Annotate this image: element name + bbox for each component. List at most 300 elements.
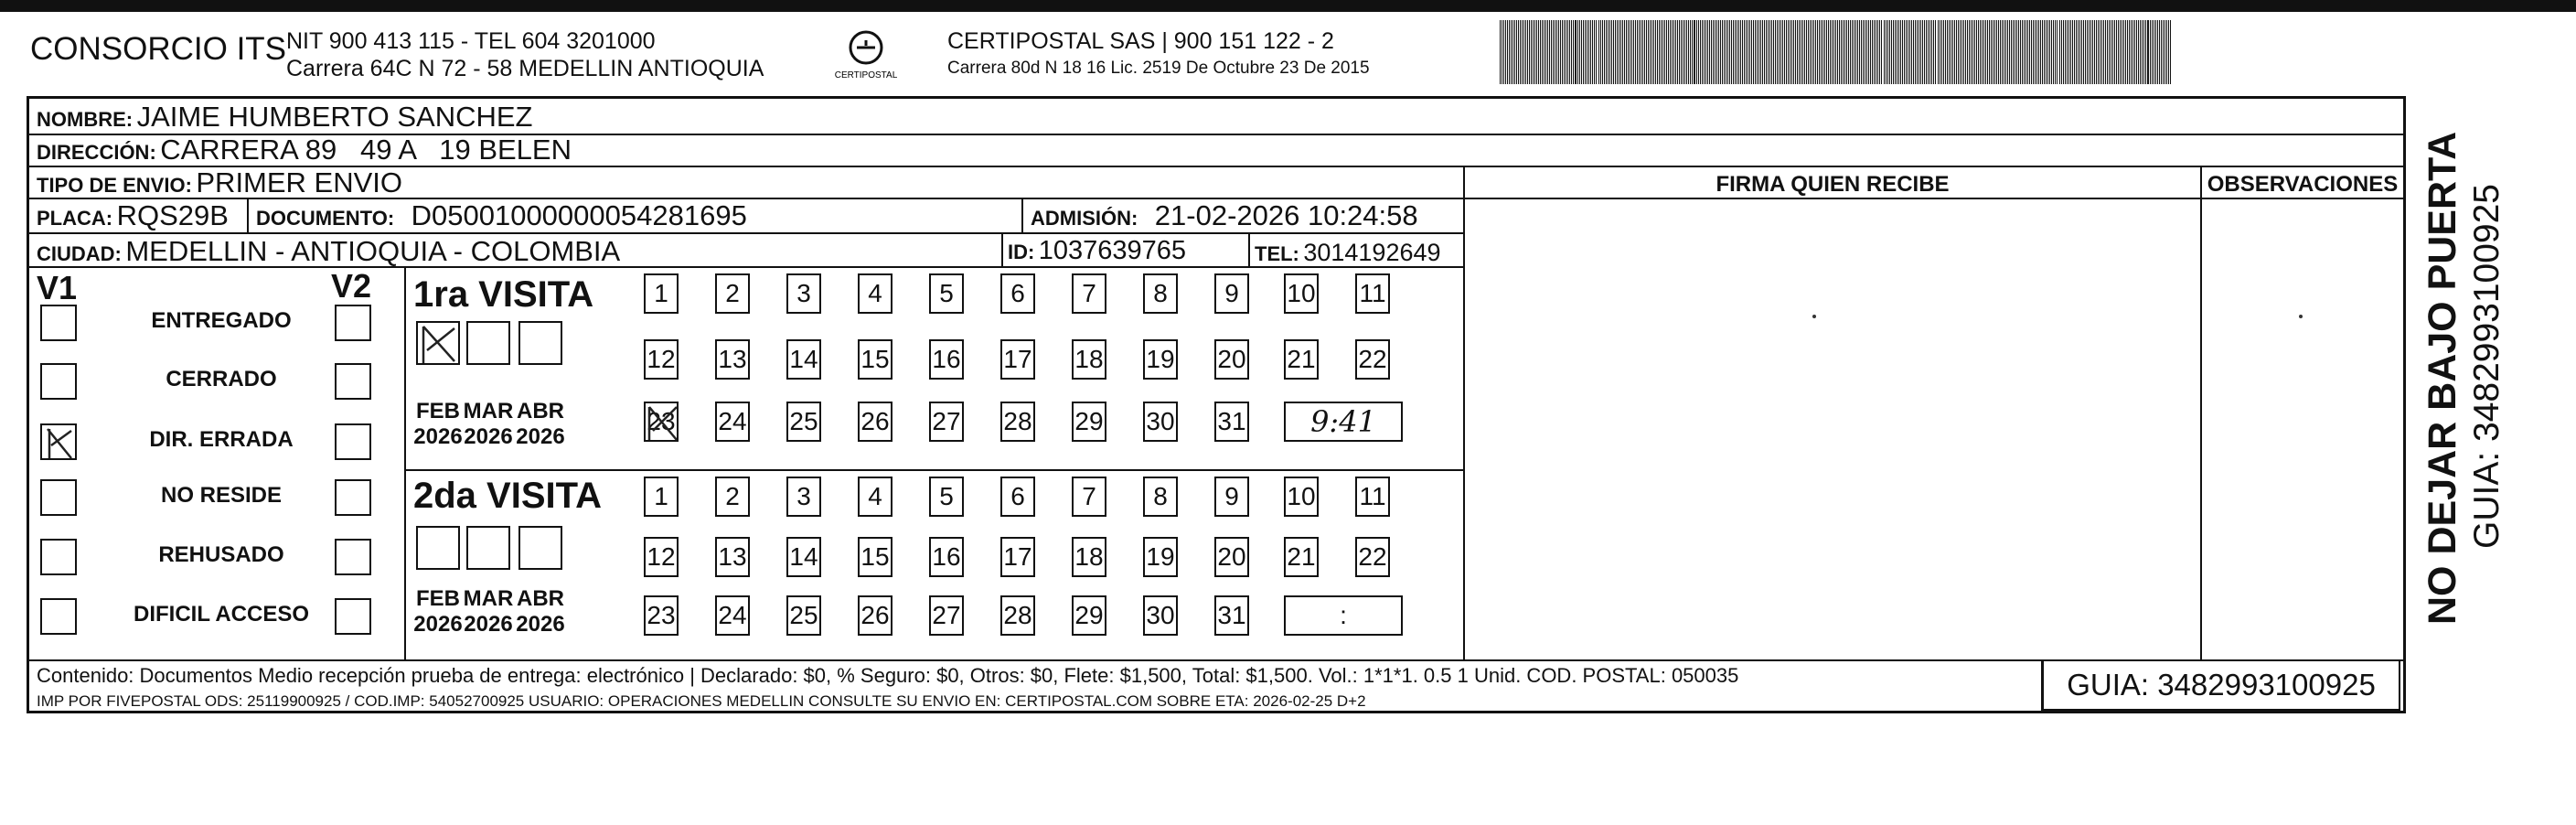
day-checkbox[interactable]: 15 bbox=[858, 339, 893, 380]
row-nombre bbox=[37, 101, 532, 134]
day-checkbox[interactable]: 13 bbox=[715, 537, 750, 577]
barcode-bar bbox=[1965, 20, 1966, 84]
barcode-bar bbox=[1694, 20, 1695, 84]
barcode-bar bbox=[1846, 20, 1847, 84]
barcode-bar bbox=[1949, 20, 1950, 84]
day-checkbox[interactable]: 10 bbox=[1284, 273, 1319, 314]
day-checkbox[interactable]: 8 bbox=[1143, 477, 1178, 517]
day-checkbox[interactable]: 17 bbox=[1000, 537, 1035, 577]
day-checkbox[interactable]: 28 bbox=[1000, 595, 1035, 636]
barcode-bar bbox=[1935, 20, 1936, 84]
barcode-bar bbox=[1817, 20, 1818, 84]
barcode-bar bbox=[1793, 20, 1794, 84]
barcode-bar bbox=[1956, 20, 1957, 84]
barcode-bar bbox=[1938, 20, 1939, 84]
barcode-bar bbox=[1954, 20, 1955, 84]
barcode-bar bbox=[2090, 20, 2091, 84]
placa-value: RQS29B bbox=[116, 199, 229, 231]
barcode-bar bbox=[1505, 20, 1506, 84]
day-checkbox[interactable]: 25 bbox=[786, 402, 821, 442]
status-v1-checkbox[interactable] bbox=[40, 539, 77, 575]
barcode-bar bbox=[2096, 20, 2097, 84]
barcode-bar bbox=[1722, 20, 1723, 84]
day-checkbox[interactable]: 3 bbox=[786, 477, 821, 517]
barcode-bar bbox=[1874, 20, 1875, 84]
status-v1-checkbox[interactable] bbox=[40, 305, 77, 341]
barcode-bar bbox=[2068, 20, 2069, 84]
barcode-bar bbox=[1544, 20, 1545, 84]
day-checkbox[interactable]: 26 bbox=[858, 595, 893, 636]
month-year: 2026 bbox=[516, 612, 565, 637]
barcode-bar bbox=[1509, 20, 1510, 84]
barcode-bar bbox=[1887, 20, 1888, 84]
carrier-info bbox=[947, 27, 1370, 82]
barcode-bar bbox=[1536, 20, 1537, 84]
barcode-bar bbox=[1963, 20, 1964, 84]
barcode-bar bbox=[1967, 20, 1968, 84]
month-year: 2026 bbox=[413, 612, 463, 637]
barcode-bar bbox=[1929, 20, 1930, 84]
barcode-bar bbox=[2047, 20, 2048, 84]
time-field[interactable]: : bbox=[1284, 595, 1403, 636]
day-checkbox[interactable]: 29 bbox=[1072, 402, 1106, 442]
barcode-bar bbox=[1848, 20, 1849, 84]
day-checkbox[interactable]: 4 bbox=[858, 477, 893, 517]
barcode-bar bbox=[1522, 20, 1523, 84]
day-checkbox[interactable]: 24 bbox=[715, 595, 750, 636]
admision-label: ADMISIÓN: bbox=[1031, 207, 1138, 230]
day-checkbox[interactable]: 9 bbox=[1214, 477, 1249, 517]
barcode-bar bbox=[2000, 20, 2001, 84]
day-checkbox[interactable]: 22 bbox=[1355, 339, 1390, 380]
barcode-bar bbox=[1791, 20, 1792, 84]
status-v1-checkbox[interactable] bbox=[40, 598, 77, 635]
barcode-bar bbox=[2166, 20, 2167, 84]
barcode-bar bbox=[1841, 20, 1842, 84]
barcode-bar bbox=[2029, 20, 2030, 84]
barcode-bar bbox=[2109, 20, 2110, 84]
barcode-bar bbox=[1777, 20, 1778, 84]
barcode-bar bbox=[2046, 20, 2047, 84]
barcode-bar bbox=[1588, 20, 1589, 84]
barcode-bar bbox=[1556, 20, 1557, 84]
barcode-bar bbox=[1924, 20, 1925, 84]
barcode-bar bbox=[2101, 20, 2102, 84]
second-visit-title: 2da VISITA bbox=[413, 476, 602, 516]
guia-box: GUIA: 3482993100925 bbox=[2042, 659, 2400, 711]
signature-area[interactable] bbox=[1812, 315, 1816, 318]
barcode-bar bbox=[1961, 20, 1962, 84]
row-documento bbox=[256, 199, 747, 232]
barcode-bar bbox=[1724, 20, 1725, 84]
barcode-bar bbox=[1709, 20, 1710, 84]
barcode-bar bbox=[1650, 20, 1651, 84]
barcode-bar bbox=[1538, 20, 1539, 84]
barcode-bar bbox=[1567, 20, 1568, 84]
company-name: CONSORCIO ITS bbox=[30, 31, 287, 67]
day-checkbox[interactable]: 31 bbox=[1214, 402, 1249, 442]
barcode-bar bbox=[1980, 20, 1981, 84]
day-checkbox[interactable]: 19 bbox=[1143, 339, 1178, 380]
barcode-bar bbox=[1698, 20, 1699, 84]
month-label bbox=[508, 586, 572, 638]
barcode-bar bbox=[2150, 20, 2151, 84]
barcode-bar bbox=[2142, 20, 2143, 84]
barcode-bar bbox=[1784, 20, 1785, 84]
barcode-bar bbox=[1815, 20, 1816, 84]
barcode-bar bbox=[1898, 20, 1899, 84]
day-checkbox[interactable]: 12 bbox=[644, 537, 679, 577]
barcode-bar bbox=[2035, 20, 2036, 84]
day-checkbox[interactable]: 29 bbox=[1072, 595, 1106, 636]
barcode-bar bbox=[1651, 20, 1652, 84]
barcode-bar bbox=[2125, 20, 2126, 84]
barcode-bar bbox=[2085, 20, 2086, 84]
barcode-bar bbox=[1771, 20, 1772, 84]
barcode-bar bbox=[1704, 20, 1705, 84]
barcode-bar bbox=[2018, 20, 2019, 84]
barcode-bar bbox=[1989, 20, 1990, 84]
barcode-bar bbox=[1500, 20, 1501, 84]
barcode-bar bbox=[1545, 20, 1546, 84]
barcode-bar bbox=[2118, 20, 2119, 84]
barcode-bar bbox=[1766, 20, 1767, 84]
barcode-bar bbox=[1828, 20, 1829, 84]
barcode-bar bbox=[1622, 20, 1623, 84]
barcode-bar bbox=[1738, 20, 1739, 84]
status-v1-checkbox[interactable] bbox=[40, 423, 77, 460]
barcode-bar bbox=[2016, 20, 2017, 84]
barcode-bar bbox=[1662, 20, 1663, 84]
firma-header: FIRMA QUIEN RECIBE bbox=[1716, 172, 1950, 197]
day-checkbox[interactable]: 27 bbox=[929, 595, 964, 636]
day-checkbox[interactable]: 2 bbox=[715, 477, 750, 517]
barcode-bar bbox=[1727, 20, 1728, 84]
barcode-bar bbox=[1542, 20, 1543, 84]
day-checkbox[interactable]: 13 bbox=[715, 339, 750, 380]
barcode-bar bbox=[1569, 20, 1570, 84]
barcode-bar bbox=[1608, 20, 1609, 84]
barcode-bar bbox=[2031, 20, 2032, 84]
barcode-bar bbox=[1590, 20, 1591, 84]
month-checkbox[interactable] bbox=[518, 321, 562, 365]
day-checkbox[interactable]: 31 bbox=[1214, 595, 1249, 636]
barcode-bar bbox=[1976, 20, 1977, 84]
barcode-bar bbox=[2009, 20, 2010, 84]
barcode-bar bbox=[1516, 20, 1517, 84]
day-checkbox[interactable]: 9 bbox=[1214, 273, 1249, 314]
day-checkbox[interactable]: 6 bbox=[1000, 477, 1035, 517]
row-tel bbox=[1255, 239, 1441, 267]
barcode-bar bbox=[2105, 20, 2106, 84]
barcode-bar bbox=[1985, 20, 1986, 84]
barcode-bar bbox=[1866, 20, 1867, 84]
barcode-bar bbox=[2049, 20, 2050, 84]
barcode-bar bbox=[1592, 20, 1593, 84]
day-checkbox[interactable]: 28 bbox=[1000, 402, 1035, 442]
barcode-bar bbox=[1872, 20, 1873, 84]
month-name: MAR bbox=[463, 586, 514, 611]
barcode-bar bbox=[1769, 20, 1770, 84]
barcode-bar bbox=[1642, 20, 1643, 84]
row-ciudad bbox=[37, 235, 620, 268]
status-v2-checkbox[interactable] bbox=[335, 539, 371, 575]
status-v2-checkbox[interactable] bbox=[335, 598, 371, 635]
barcode-bar bbox=[2123, 20, 2124, 84]
barcode-bar bbox=[1861, 20, 1862, 84]
month-checkbox[interactable] bbox=[416, 321, 460, 365]
barcode-bar bbox=[2063, 20, 2064, 84]
barcode-bar bbox=[1755, 20, 1756, 84]
barcode-bar bbox=[2072, 20, 2073, 84]
barcode-bar bbox=[1600, 20, 1601, 84]
day-checkbox[interactable]: 30 bbox=[1143, 402, 1178, 442]
barcode-bar bbox=[2152, 20, 2153, 84]
barcode-bar bbox=[1758, 20, 1759, 84]
barcode-bar bbox=[1520, 20, 1521, 84]
barcode-bar bbox=[1909, 20, 1910, 84]
month-year: 2026 bbox=[413, 424, 463, 449]
month-name: MAR bbox=[463, 399, 514, 423]
barcode-bar bbox=[1915, 20, 1916, 84]
barcode-bar bbox=[1802, 20, 1803, 84]
barcode-bar bbox=[1978, 20, 1979, 84]
id-value: 1037639765 bbox=[1038, 236, 1187, 265]
barcode-bar bbox=[1863, 20, 1864, 84]
checkmark-icon bbox=[42, 425, 79, 462]
day-checkbox[interactable]: 3 bbox=[786, 273, 821, 314]
barcode-bar bbox=[1746, 20, 1747, 84]
barcode-bar bbox=[1926, 20, 1927, 84]
barcode-bar bbox=[2170, 20, 2171, 84]
barcode-bar bbox=[1943, 20, 1944, 84]
day-checkbox[interactable]: 15 bbox=[858, 537, 893, 577]
day-checkbox[interactable]: 1 bbox=[644, 273, 679, 314]
day-checkbox[interactable]: 30 bbox=[1143, 595, 1178, 636]
barcode-bar bbox=[1540, 20, 1541, 84]
barcode-bar bbox=[1631, 20, 1632, 84]
row-direccion bbox=[37, 134, 572, 166]
barcode-bar bbox=[1581, 20, 1582, 84]
day-checkbox[interactable]: 7 bbox=[1072, 273, 1106, 314]
barcode-bar bbox=[1813, 20, 1814, 84]
barcode-bar bbox=[1895, 20, 1896, 84]
day-checkbox[interactable]: 22 bbox=[1355, 537, 1390, 577]
barcode-bar bbox=[1646, 20, 1647, 84]
barcode-bar bbox=[1854, 20, 1855, 84]
barcode-bar bbox=[1713, 20, 1714, 84]
barcode-bar bbox=[1804, 20, 1805, 84]
barcode-bar bbox=[1762, 20, 1763, 84]
barcode-bar bbox=[1729, 20, 1730, 84]
barcode-bar bbox=[2089, 20, 2090, 84]
barcode-bar bbox=[1835, 20, 1836, 84]
barcode-bar bbox=[2164, 20, 2165, 84]
barcode-bar bbox=[2092, 20, 2093, 84]
barcode-bar bbox=[1821, 20, 1822, 84]
v1-label: V1 bbox=[37, 269, 78, 306]
status-v1-checkbox[interactable] bbox=[40, 479, 77, 516]
day-checkbox[interactable]: 16 bbox=[929, 537, 964, 577]
day-checkbox[interactable]: 4 bbox=[858, 273, 893, 314]
day-checkbox[interactable]: 20 bbox=[1214, 339, 1249, 380]
barcode-bar bbox=[1686, 20, 1687, 84]
direccion-label: DIRECCIÓN: bbox=[37, 141, 156, 164]
barcode-bar bbox=[1922, 20, 1923, 84]
month-checkbox[interactable] bbox=[518, 526, 562, 570]
barcode-bar bbox=[1958, 20, 1959, 84]
day-checkbox[interactable]: 14 bbox=[786, 537, 821, 577]
day-checkbox[interactable]: 11 bbox=[1355, 477, 1390, 517]
ciudad-value: MEDELLIN - ANTIOQUIA - COLOMBIA bbox=[125, 235, 621, 267]
barcode-bar bbox=[1931, 20, 1932, 84]
day-checkbox[interactable]: 12 bbox=[644, 339, 679, 380]
month-name: FEB bbox=[416, 586, 460, 611]
barcode-bar bbox=[1731, 20, 1732, 84]
day-checkbox[interactable]: 23 bbox=[644, 595, 679, 636]
tipo-value: PRIMER ENVIO bbox=[196, 166, 403, 198]
barcode-bar bbox=[1983, 20, 1984, 84]
day-checkbox[interactable]: 8 bbox=[1143, 273, 1178, 314]
month-checkbox[interactable] bbox=[466, 526, 510, 570]
barcode-bar bbox=[1571, 20, 1572, 84]
barcode-bar bbox=[1700, 20, 1701, 84]
status-label: DIFICIL ACCESO bbox=[133, 602, 309, 627]
observaciones-header: OBSERVACIONES bbox=[2207, 172, 2399, 197]
barcode-bar bbox=[1675, 20, 1676, 84]
day-checkbox[interactable]: 21 bbox=[1284, 537, 1319, 577]
day-checkbox[interactable]: 10 bbox=[1284, 477, 1319, 517]
barcode-bar bbox=[1788, 20, 1789, 84]
barcode-bar bbox=[1753, 20, 1754, 84]
barcode-bar bbox=[1679, 20, 1680, 84]
status-v2-checkbox[interactable] bbox=[335, 479, 371, 516]
barcode-bar bbox=[2027, 20, 2028, 84]
barcode-bar bbox=[2002, 20, 2003, 84]
barcode-bar bbox=[1868, 20, 1869, 84]
day-checkbox[interactable]: 20 bbox=[1214, 537, 1249, 577]
day-checkbox[interactable]: 14 bbox=[786, 339, 821, 380]
barcode-bar bbox=[2159, 20, 2160, 84]
barcode-bar bbox=[1810, 20, 1811, 84]
barcode-bar bbox=[1859, 20, 1860, 84]
barcode-bar bbox=[2145, 20, 2146, 84]
barcode-bar bbox=[1998, 20, 1999, 84]
day-checkbox[interactable]: 6 bbox=[1000, 273, 1035, 314]
status-v1-checkbox[interactable] bbox=[40, 363, 77, 400]
barcode-bar bbox=[1549, 20, 1550, 84]
barcode-bar bbox=[1585, 20, 1586, 84]
day-checkbox[interactable]: 18 bbox=[1072, 339, 1106, 380]
barcode-bar bbox=[2079, 20, 2080, 84]
day-checkbox[interactable]: 11 bbox=[1355, 273, 1390, 314]
barcode-bar bbox=[1775, 20, 1776, 84]
barcode-bar bbox=[1611, 20, 1612, 84]
day-checkbox[interactable]: 19 bbox=[1143, 537, 1178, 577]
status-v2-checkbox[interactable] bbox=[335, 423, 371, 460]
barcode-bar bbox=[1551, 20, 1552, 84]
barcode-bar bbox=[1782, 20, 1783, 84]
barcode-bar bbox=[1886, 20, 1887, 84]
day-checkbox[interactable]: 5 bbox=[929, 273, 964, 314]
day-checkbox[interactable]: 26 bbox=[858, 402, 893, 442]
day-checkbox[interactable]: 16 bbox=[929, 339, 964, 380]
barcode-bar bbox=[1843, 20, 1844, 84]
barcode-bar bbox=[1648, 20, 1649, 84]
ciudad-label: CIUDAD: bbox=[37, 242, 122, 265]
observations-area[interactable] bbox=[2299, 315, 2303, 318]
barcode-bar bbox=[1558, 20, 1559, 84]
row-placa bbox=[37, 199, 229, 232]
barcode-bar bbox=[1511, 20, 1512, 84]
day-checkbox[interactable]: 5 bbox=[929, 477, 964, 517]
barcode-bar bbox=[1673, 20, 1674, 84]
barcode-bar bbox=[1764, 20, 1765, 84]
barcode-bar bbox=[2098, 20, 2099, 84]
barcode-bar bbox=[1624, 20, 1625, 84]
barcode-bar bbox=[1716, 20, 1717, 84]
barcode-bar bbox=[2020, 20, 2021, 84]
month-label bbox=[508, 399, 572, 450]
barcode-bar bbox=[1773, 20, 1774, 84]
barcode-bar bbox=[1733, 20, 1734, 84]
barcode-bar bbox=[1881, 20, 1882, 84]
day-checkbox[interactable]: 18 bbox=[1072, 537, 1106, 577]
time-field[interactable]: 9:41 bbox=[1284, 402, 1403, 442]
barcode-bar bbox=[1711, 20, 1712, 84]
id-label: ID: bbox=[1008, 241, 1035, 263]
status-label: ENTREGADO bbox=[151, 308, 292, 333]
tel-label: TEL: bbox=[1255, 242, 1299, 265]
barcode-bar bbox=[2116, 20, 2117, 84]
status-v2-checkbox[interactable] bbox=[335, 305, 371, 341]
barcode-bar bbox=[1768, 20, 1769, 84]
barcode-bar bbox=[1628, 20, 1629, 84]
day-checkbox[interactable]: 25 bbox=[786, 595, 821, 636]
barcode-bar bbox=[2107, 20, 2108, 84]
barcode-bar bbox=[2033, 20, 2034, 84]
day-checkbox[interactable]: 23 bbox=[644, 402, 679, 442]
barcode-bar bbox=[1677, 20, 1678, 84]
day-checkbox[interactable]: 7 bbox=[1072, 477, 1106, 517]
month-checkbox[interactable] bbox=[416, 526, 460, 570]
month-checkbox[interactable] bbox=[466, 321, 510, 365]
month-name: FEB bbox=[416, 399, 460, 423]
day-checkbox[interactable]: 24 bbox=[715, 402, 750, 442]
barcode-bar bbox=[1670, 20, 1671, 84]
day-checkbox[interactable]: 27 bbox=[929, 402, 964, 442]
day-checkbox[interactable]: 17 bbox=[1000, 339, 1035, 380]
barcode-bar bbox=[2112, 20, 2113, 84]
month-year: 2026 bbox=[516, 424, 565, 449]
certipostal-logo-icon bbox=[828, 27, 905, 82]
barcode-bar bbox=[1626, 20, 1627, 84]
day-checkbox[interactable]: 21 bbox=[1284, 339, 1319, 380]
barcode-bar bbox=[2103, 20, 2104, 84]
month-name: ABR bbox=[517, 586, 564, 611]
status-v2-checkbox[interactable] bbox=[335, 363, 371, 400]
barcode-bar bbox=[1602, 20, 1603, 84]
nombre-value: JAIME HUMBERTO SANCHEZ bbox=[136, 101, 533, 133]
day-checkbox[interactable]: 2 bbox=[715, 273, 750, 314]
barcode bbox=[1500, 20, 2176, 84]
barcode-bar bbox=[1644, 20, 1645, 84]
barcode-bar bbox=[1692, 20, 1693, 84]
barcode-bar bbox=[1904, 20, 1905, 84]
day-checkbox[interactable]: 1 bbox=[644, 477, 679, 517]
checkmark-icon bbox=[646, 403, 680, 444]
barcode-bar bbox=[1577, 20, 1578, 84]
